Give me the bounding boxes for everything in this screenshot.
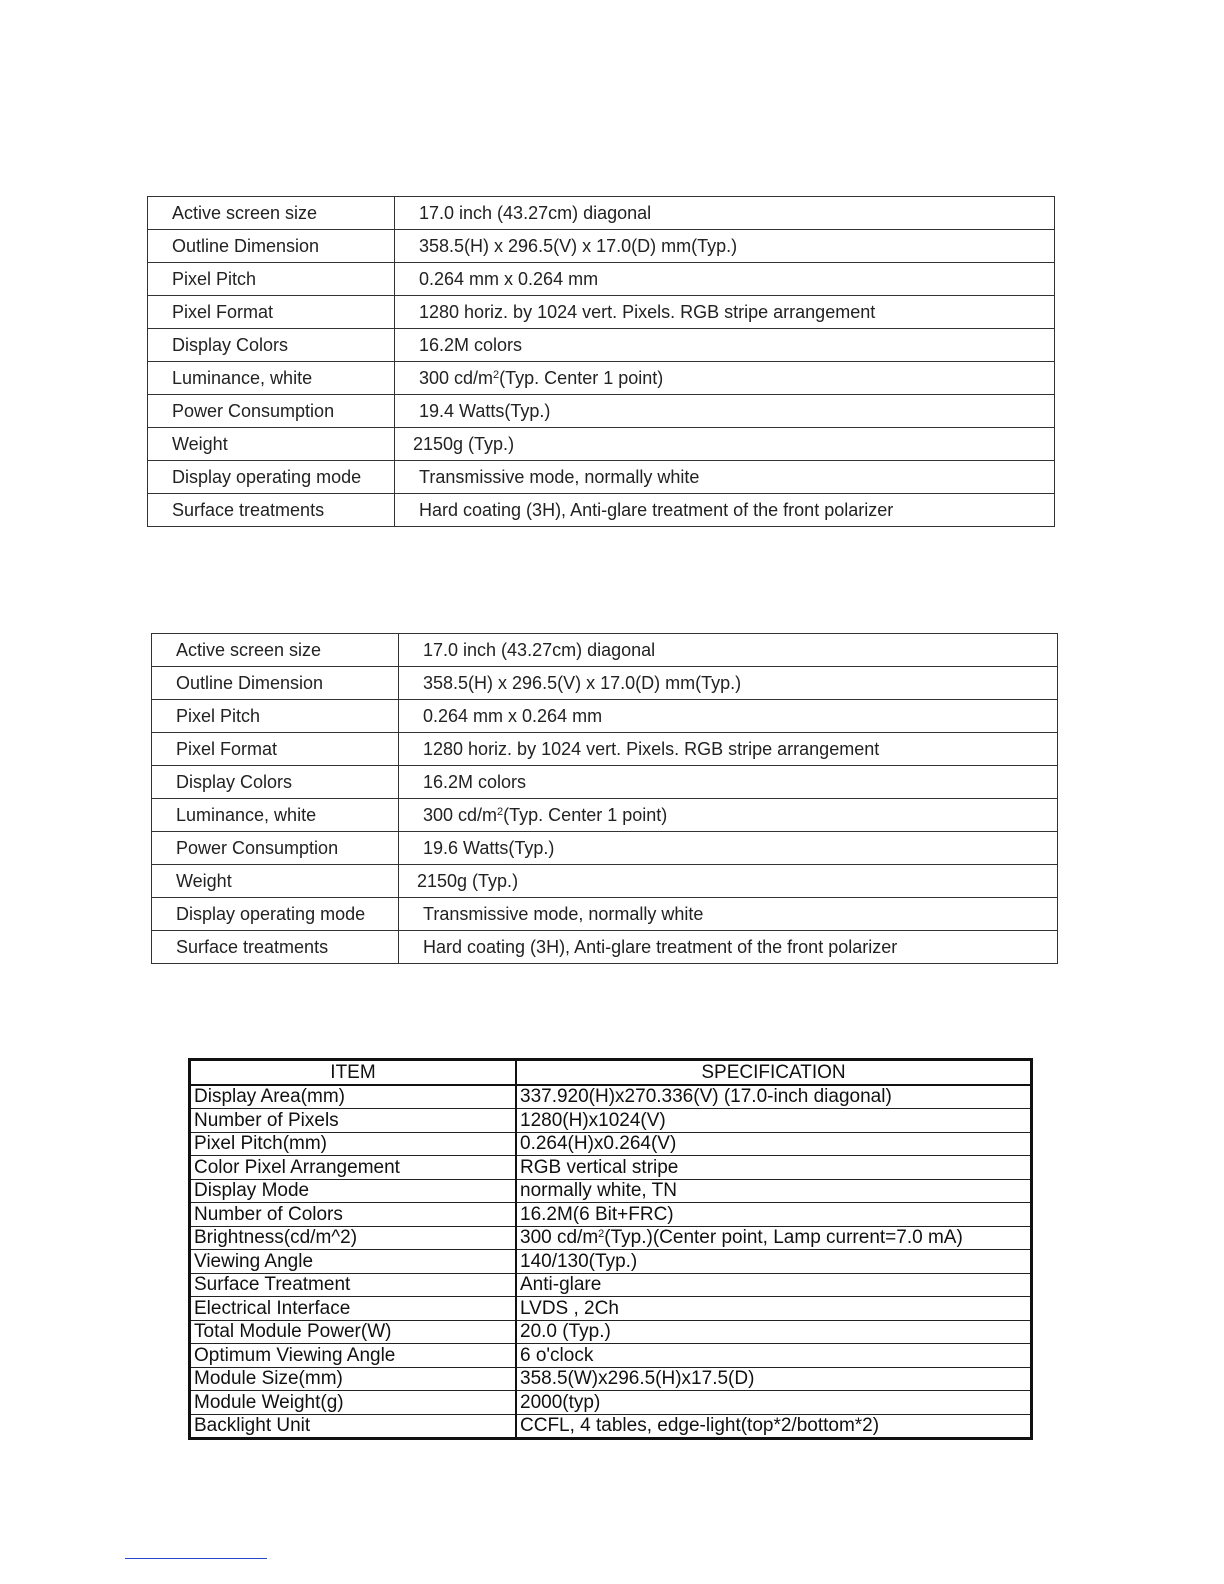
spec-value: [399, 799, 1058, 832]
spec-key: Module Size(mm): [190, 1367, 517, 1391]
table-row: [148, 197, 1055, 230]
spec-value: 2000(typ): [516, 1391, 1032, 1415]
superscript: 2: [493, 368, 500, 381]
spec-key: Surface treatments: [148, 494, 395, 527]
table-row: [152, 667, 1058, 700]
spec-value: 6 o'clock: [516, 1344, 1032, 1368]
table-row: [152, 733, 1058, 766]
spec-key: Module Weight(g): [190, 1391, 517, 1415]
spec-key: Pixel Pitch(mm): [190, 1132, 517, 1156]
spec-value: 16.2M colors: [395, 329, 1055, 362]
table-row: [190, 1297, 1032, 1321]
table-row: [190, 1179, 1032, 1203]
spec-value: [516, 1226, 1032, 1250]
spec-value: 16.2M colors: [399, 766, 1058, 799]
spec-value: 17.0 inch (43.27cm) diagonal: [399, 634, 1058, 667]
table-row: [152, 700, 1058, 733]
spec-key: Viewing Angle: [190, 1250, 517, 1274]
table-row: [190, 1367, 1032, 1391]
superscript: 2: [497, 805, 504, 818]
column-header-item: ITEM: [190, 1060, 517, 1085]
table-row: [190, 1344, 1032, 1368]
table-row: [190, 1226, 1032, 1250]
spec-value: 358.5(W)x296.5(H)x17.5(D): [516, 1367, 1032, 1391]
table-row: [148, 461, 1055, 494]
table-row: [190, 1203, 1032, 1227]
spec-key: Display operating mode: [148, 461, 395, 494]
spec-value: 0.264 mm x 0.264 mm: [399, 700, 1058, 733]
spec-table-3: [188, 1058, 1033, 1440]
spec-key: Surface treatments: [152, 931, 399, 964]
spec-value: 19.6 Watts(Typ.): [399, 832, 1058, 865]
value-text: 300 cd/m: [419, 367, 494, 388]
spec-value: Hard coating (3H), Anti-glare treatment of the front polarizer: [399, 931, 1058, 964]
spec-key: Number of Pixels: [190, 1109, 517, 1133]
spec-key: Luminance, white: [148, 362, 395, 395]
value-text: (Typ. Center 1 point): [499, 367, 664, 388]
value-text: (Typ. Center 1 point): [503, 804, 668, 825]
spec-value: 1280 horiz. by 1024 vert. Pixels. RGB stripe arrangement: [395, 296, 1055, 329]
spec-value: Transmissive mode, normally white: [395, 461, 1055, 494]
spec-value: normally white, TN: [516, 1179, 1032, 1203]
spec-value: 1280(H)x1024(V): [516, 1109, 1032, 1133]
table-row: [148, 263, 1055, 296]
table-row: [148, 329, 1055, 362]
spec-key: Electrical Interface: [190, 1297, 517, 1321]
spec-key: Brightness(cd/m^2): [190, 1226, 517, 1250]
superscript: 2: [598, 1228, 605, 1241]
table-row: [190, 1273, 1032, 1297]
table-row: [148, 494, 1055, 527]
spec-key: Weight: [152, 865, 399, 898]
table-row: [148, 428, 1055, 461]
spec-value: 20.0 (Typ.): [516, 1320, 1032, 1344]
spec-value: 2150g (Typ.): [399, 865, 1058, 898]
table-row: [152, 799, 1058, 832]
table-row: [152, 931, 1058, 964]
spec-table-1: [147, 196, 1055, 527]
spec-value: CCFL, 4 tables, edge-light(top*2/bottom*2): [516, 1414, 1032, 1439]
table-row: [190, 1320, 1032, 1344]
spec-value: Transmissive mode, normally white: [399, 898, 1058, 931]
spec-key: Backlight Unit: [190, 1414, 517, 1439]
table-row: [190, 1391, 1032, 1415]
table-row: [148, 230, 1055, 263]
spec-key: Pixel Format: [148, 296, 395, 329]
spec-value: [395, 362, 1055, 395]
table-header-row: [190, 1060, 1032, 1085]
spec-key: Display Area(mm): [190, 1085, 517, 1109]
column-header-specification: SPECIFICATION: [516, 1060, 1032, 1085]
spec-key: Weight: [148, 428, 395, 461]
spec-value: 16.2M(6 Bit+FRC): [516, 1203, 1032, 1227]
table-row: [152, 634, 1058, 667]
spec-value: 0.264 mm x 0.264 mm: [395, 263, 1055, 296]
spec-key: Display Colors: [148, 329, 395, 362]
spec-value: 358.5(H) x 296.5(V) x 17.0(D) mm(Typ.): [395, 230, 1055, 263]
spec-key: Pixel Pitch: [152, 700, 399, 733]
spec-value: 2150g (Typ.): [395, 428, 1055, 461]
spec-key: Active screen size: [152, 634, 399, 667]
table-row: [190, 1085, 1032, 1109]
spec-key: Luminance, white: [152, 799, 399, 832]
spec-key: Display Colors: [152, 766, 399, 799]
table-row: [152, 832, 1058, 865]
spec-value: 337.920(H)x270.336(V) (17.0-inch diagonal): [516, 1085, 1032, 1109]
footnote-separator-line: [125, 1558, 267, 1559]
table-row: [152, 898, 1058, 931]
spec-key: Display Mode: [190, 1179, 517, 1203]
table-row: [148, 296, 1055, 329]
spec-value: 1280 horiz. by 1024 vert. Pixels. RGB stripe arrangement: [399, 733, 1058, 766]
spec-key: Surface Treatment: [190, 1273, 517, 1297]
spec-key: Color Pixel Arrangement: [190, 1156, 517, 1180]
spec-value: 0.264(H)x0.264(V): [516, 1132, 1032, 1156]
table-row: [152, 865, 1058, 898]
spec-key: Pixel Pitch: [148, 263, 395, 296]
spec-key: Power Consumption: [148, 395, 395, 428]
table-row: [190, 1109, 1032, 1133]
value-text: 300 cd/m: [520, 1227, 599, 1249]
table-row: [190, 1250, 1032, 1274]
table-row: [190, 1156, 1032, 1180]
spec-value: RGB vertical stripe: [516, 1156, 1032, 1180]
value-text: 300 cd/m: [423, 804, 498, 825]
spec-value: 17.0 inch (43.27cm) diagonal: [395, 197, 1055, 230]
spec-value: Hard coating (3H), Anti-glare treatment of the front polarizer: [395, 494, 1055, 527]
spec-value: LVDS , 2Ch: [516, 1297, 1032, 1321]
spec-value: 358.5(H) x 296.5(V) x 17.0(D) mm(Typ.): [399, 667, 1058, 700]
table-row: [148, 362, 1055, 395]
spec-key: Optimum Viewing Angle: [190, 1344, 517, 1368]
spec-key: Total Module Power(W): [190, 1320, 517, 1344]
table-row: [148, 395, 1055, 428]
spec-table-2: [151, 633, 1058, 964]
table-row: [190, 1132, 1032, 1156]
spec-key: Number of Colors: [190, 1203, 517, 1227]
spec-key: Outline Dimension: [148, 230, 395, 263]
value-text: (Typ.)(Center point, Lamp current=7.0 mA): [604, 1227, 963, 1249]
spec-key: Display operating mode: [152, 898, 399, 931]
spec-value: 19.4 Watts(Typ.): [395, 395, 1055, 428]
spec-key: Pixel Format: [152, 733, 399, 766]
spec-value: Anti-glare: [516, 1273, 1032, 1297]
table-row: [190, 1414, 1032, 1439]
spec-key: Outline Dimension: [152, 667, 399, 700]
spec-key: Power Consumption: [152, 832, 399, 865]
spec-value: 140/130(Typ.): [516, 1250, 1032, 1274]
spec-key: Active screen size: [148, 197, 395, 230]
table-row: [152, 766, 1058, 799]
